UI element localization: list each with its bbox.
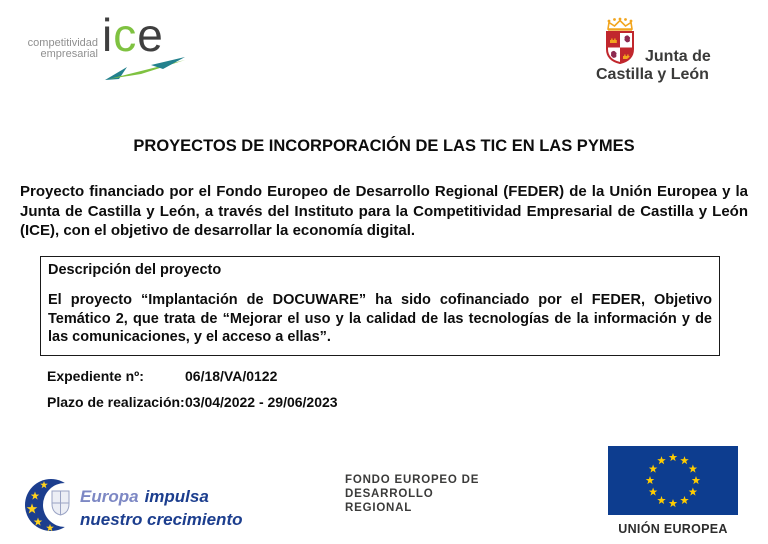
europa-word: Europa [80, 487, 139, 506]
feder-line1: FONDO EUROPEO DE [345, 474, 480, 486]
feder-fund-label [345, 473, 479, 515]
ice-letter-i: i [102, 9, 114, 61]
ice-wordmark [102, 9, 164, 61]
description-box [40, 256, 720, 356]
europa-slogan-line2: nuestro crecimiento [80, 510, 243, 529]
junta-name-line2: Castilla y León [596, 66, 709, 83]
eu-block [608, 446, 738, 536]
eu-flag-icon [608, 446, 738, 515]
feder-line3: REGIONAL [345, 502, 413, 514]
ice-tagline [20, 38, 98, 60]
plazo-row [47, 394, 338, 410]
ice-logo [20, 9, 190, 88]
eu-label: UNIÓN EUROPEA [618, 522, 728, 536]
intro-paragraph: Proyecto financiado por el Fondo Europeo de Desarrollo Regional (FEDER) de la Unión Europea y la Junta de Castilla y León, a través del Instituto para la Competitividad Empresarial de Castilla y León (ICE), con el objetivo de desarrollar la economía digital. [20, 183, 748, 239]
description-heading: Descripción del proyecto [48, 262, 222, 278]
plazo-value: 03/04/2022 - 29/06/2023 [185, 394, 338, 410]
impulsa-word: impulsa [144, 487, 209, 506]
feder-line2: DESARROLLO [345, 488, 434, 500]
page-title: PROYECTOS DE INCORPORACIÓN DE LAS TIC EN LAS PYMES [133, 137, 635, 155]
expediente-label: Expediente nº: [47, 368, 144, 384]
ice-tagline-line1: competitividad [27, 37, 98, 49]
europa-slogan [80, 485, 243, 531]
europa-impulsa-logo [24, 476, 243, 538]
expediente-value: 06/18/VA/0122 [185, 368, 278, 384]
ice-tagline-line2: empresarial [40, 48, 98, 60]
ice-letter-e: e [137, 9, 164, 61]
plazo-label: Plazo de realización: [47, 394, 185, 410]
ice-letter-c: c [113, 9, 138, 61]
expediente-row [47, 368, 277, 384]
junta-logo [596, 17, 726, 89]
junta-name-line1: Junta de [645, 48, 711, 65]
junta-crest-icon [600, 17, 640, 67]
ice-swoosh-icon [105, 57, 187, 81]
europa-emblem-icon [24, 476, 78, 536]
description-body: El proyecto “Implantación de DOCUWARE” ha sido cofinanciado por el FEDER, Objetivo Temático 2, que trata de “Mejorar el uso y la calidad de las tecnologías de la información y de las comunicaciones, y el acceso a ellas”. [48, 292, 712, 345]
